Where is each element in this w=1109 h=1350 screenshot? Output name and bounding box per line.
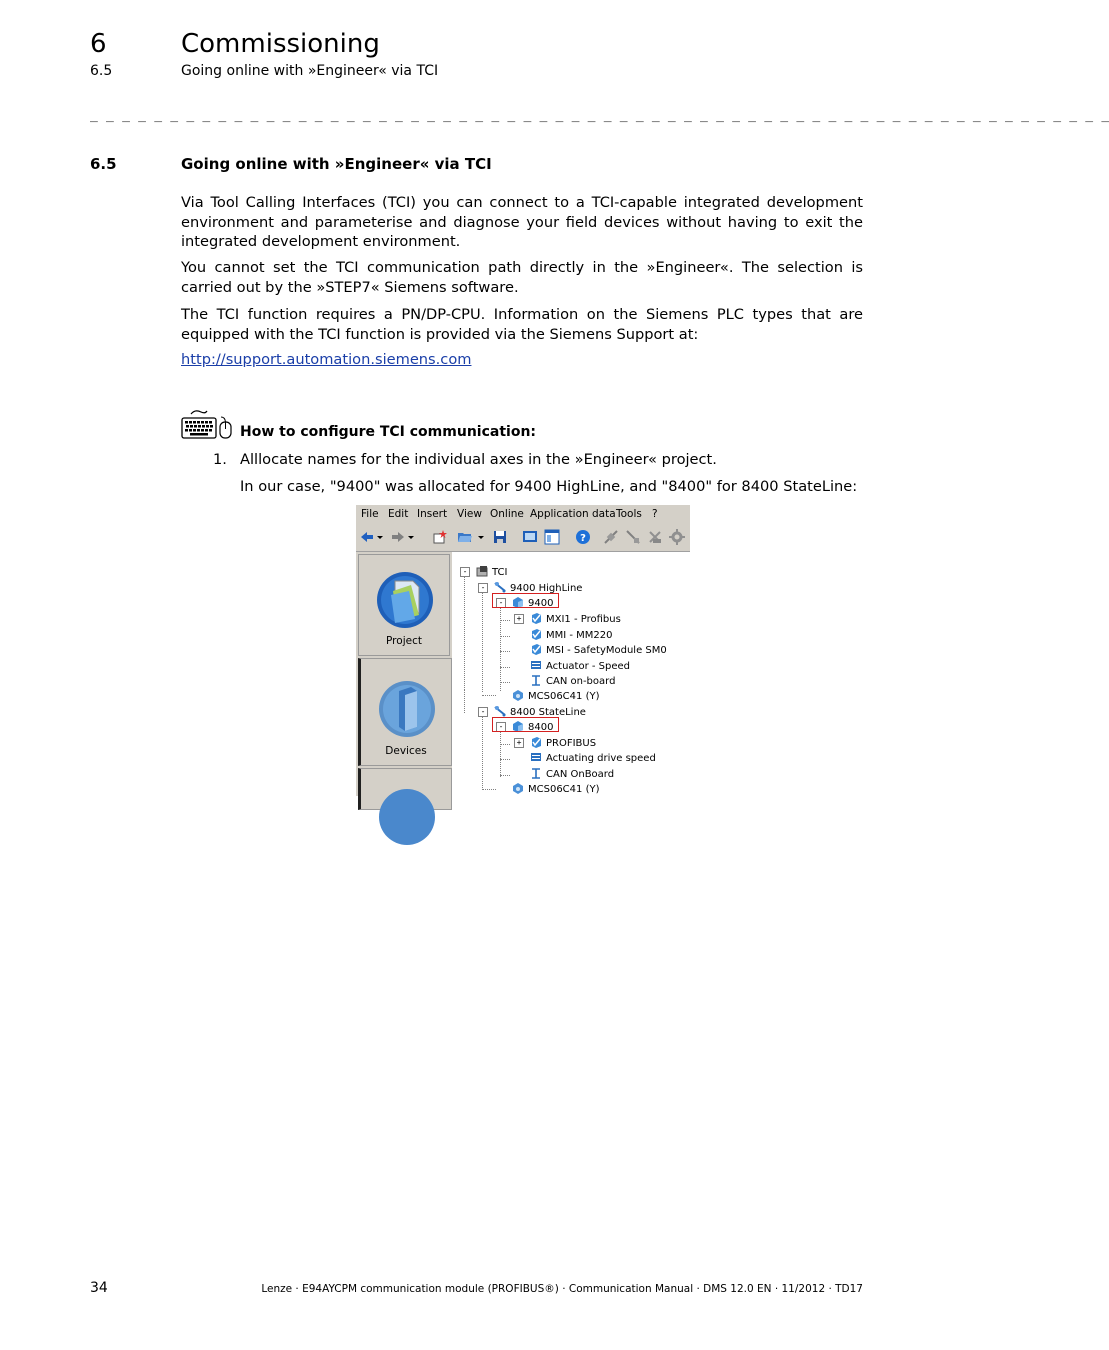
tree-node-mcs06c41-2[interactable] [512,782,599,796]
section-number: 6.5 [90,155,117,173]
tree-node-label: Actuator - Speed [546,661,631,672]
menu-insert[interactable]: Insert [417,508,448,520]
bus-icon [530,767,542,779]
tree-node-label: 9400 [528,598,554,609]
devices-tile[interactable] [358,658,452,766]
tree-node-label: MCS06C41 (Y) [528,691,600,702]
menu-edit[interactable]: Edit [388,508,409,520]
highlight-box [492,717,559,732]
tile-icon [377,787,437,827]
tree-node-label: 8400 StateLine [510,707,586,718]
tree-node-label: CAN OnBoard [546,769,615,780]
tree-node-mxi1[interactable] [530,612,621,626]
project-tree [452,552,690,796]
collapse-toggle[interactable]: - [496,722,506,732]
project-tile-label: Project [386,635,422,647]
section-title: Going online with »Engineer« via TCI [181,155,492,173]
settings-icon[interactable] [669,529,685,545]
menu-tools[interactable]: Tools [616,508,642,520]
dropdown-icon[interactable] [407,529,415,545]
new-element-icon[interactable] [432,529,448,545]
tree-node-label: MMI - MM220 [546,630,613,641]
module-icon [530,643,542,655]
step-number: 1. [213,451,227,468]
help-icon[interactable] [575,529,591,545]
footer-text: Lenze · E94AYCPM communication module (PROFIBUS®) · Communication Manual · DMS 12.0 EN · 11/2012 · TD17 [261,1283,863,1295]
open-icon[interactable] [457,529,473,545]
forward-arrow-icon[interactable] [390,529,406,545]
tree-node-label: MXI1 - Profibus [546,614,621,625]
tree-node-label: 8400 [528,722,554,733]
menu-online[interactable]: Online [490,508,524,520]
dropdown-icon[interactable] [376,529,384,545]
tree-node-label: TCI [492,567,508,578]
tree-node-actuator-speed[interactable] [530,659,630,673]
tree-node-mcs06c41[interactable] [512,689,599,703]
toolbar [356,525,690,552]
download-icon[interactable] [647,529,663,545]
back-arrow-icon[interactable] [359,529,375,545]
devices-icon [377,679,437,739]
project-folder-icon [476,565,488,577]
function-block-icon [530,659,542,671]
dropdown-icon[interactable] [477,529,485,545]
function-block-icon [530,751,542,763]
paragraph-intro: Via Tool Calling Interfaces (TCI) you can connect to a TCI-capable integrated development environment and parameterise and diagnose your field devices without having to exit the integrated development environment. [181,194,863,250]
tree-node-msi[interactable] [530,643,667,657]
axis-icon [494,705,506,717]
header-divider: _ _ _ _ _ _ _ _ _ _ _ _ _ _ _ _ _ _ _ _ _ _ _ _ _ _ _ _ _ _ _ _ _ _ _ _ _ _ _ _ _ _ _ _ _ _ _ _ _ _ _ _ _ _ _ _ _ _ _ _ _ _ _ _ [90,108,1109,123]
paragraph-requirement: The TCI function requires a PN/DP-CPU. Information on the Siemens PLC types that are equipped with the TCI function is provided via the Siemens Support at: [181,306,863,343]
motor-icon [512,689,524,701]
engineer-screenshot [356,505,690,796]
tree-node-actuating-drive-speed[interactable] [530,751,656,765]
devices-tile-label: Devices [385,745,427,757]
highlight-box [492,593,559,608]
tree-node-label: MSI - SafetyModule SM0 [546,645,667,656]
chapter-title: Commissioning [181,29,380,59]
collapse-toggle[interactable]: - [478,707,488,717]
axis-icon [494,581,506,593]
menu-help[interactable]: ? [652,508,658,520]
header-section-number: 6.5 [90,63,113,79]
expand-toggle[interactable]: + [514,614,524,624]
menu-bar [356,505,690,525]
expand-toggle[interactable]: + [514,738,524,748]
tree-node-label: PROFIBUS [546,738,597,749]
howto-title: How to configure TCI communication: [240,424,537,440]
collapse-toggle[interactable]: - [478,583,488,593]
paragraph-selection: You cannot set the TCI communication path directly in the »Engineer«. The selection is carried out by the »STEP7« Siemens software. [181,259,863,296]
svg-text:?: ? [580,533,586,544]
step-subtext: In our case, "9400" was allocated for 9400 HighLine, and "8400" for 8400 StateLine: [240,478,858,495]
step-text: Alllocate names for the individual axes in the »Engineer« project. [240,451,717,468]
motor-icon [512,782,524,794]
module-icon [530,736,542,748]
page-number: 34 [90,1280,108,1296]
keyboard-mouse-icon [181,408,233,440]
window-icon[interactable] [544,529,560,545]
tree-node-tci[interactable] [476,565,507,579]
project-icon [375,569,435,629]
tree-node-mmi[interactable] [530,628,613,642]
tree-node-label: Actuating drive speed [546,753,656,764]
collapse-toggle[interactable]: - [460,567,470,577]
siemens-support-link[interactable]: http://support.automation.siemens.com [181,351,472,368]
module-icon [530,628,542,640]
project-tile[interactable] [358,554,450,656]
collapse-toggle[interactable]: - [496,598,506,608]
save-icon[interactable] [492,529,508,545]
tree-node-can-onboard[interactable] [530,674,615,688]
bus-icon [530,674,542,686]
tree-node-label: MCS06C41 (Y) [528,784,600,795]
tree-node-profibus[interactable] [530,736,596,750]
module-icon [530,612,542,624]
connect-icon[interactable] [603,529,619,545]
chapter-number: 6 [90,29,107,59]
disconnect-icon[interactable] [625,529,641,545]
menu-application-data[interactable]: Application data [530,508,616,520]
header-section-title: Going online with »Engineer« via TCI [181,63,439,79]
tree-node-label: CAN on-board [546,676,616,687]
third-tile[interactable] [358,768,452,810]
tree-node-can-onboard-2[interactable] [530,767,614,781]
menu-view[interactable]: View [457,508,482,520]
navigation-pane [356,552,452,796]
monitor-icon[interactable] [522,529,538,545]
tree-node-label: 9400 HighLine [510,583,583,594]
menu-file[interactable]: File [361,508,379,520]
